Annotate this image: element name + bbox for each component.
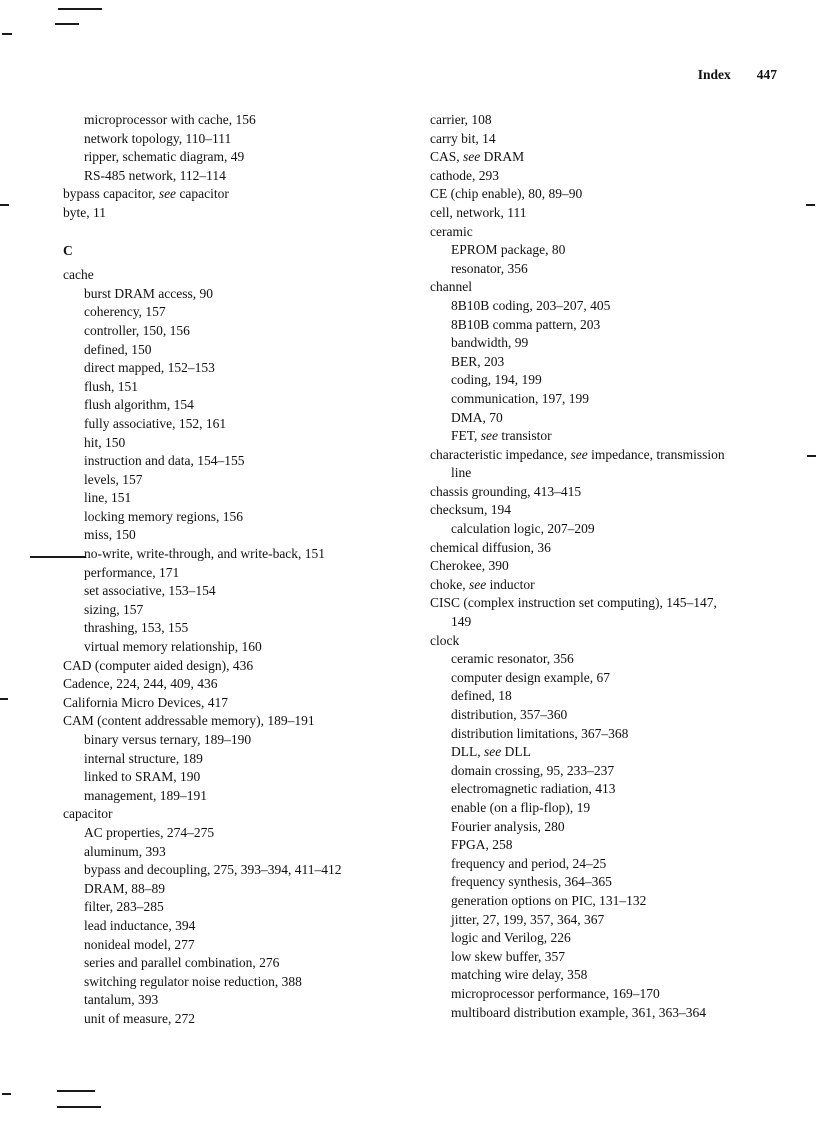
- scan-mark-left-1: [2, 33, 12, 35]
- index-entry: [63, 303, 425, 322]
- entry-text: burst DRAM access, 90: [84, 285, 213, 301]
- index-entry: [63, 1010, 425, 1029]
- index-entry: [63, 415, 425, 434]
- entry-text: controller, 150, 156: [84, 322, 190, 338]
- index-entry: [430, 743, 792, 762]
- entry-text: CE (chip enable), 80, 89–90: [430, 186, 583, 202]
- index-entry: [63, 917, 425, 936]
- entry-text: coherency, 157: [84, 304, 166, 320]
- entry-text: inductor: [486, 576, 535, 592]
- index-entry: [430, 371, 792, 390]
- index-entry: [63, 657, 425, 676]
- entry-text: internal structure, 189: [84, 750, 203, 766]
- running-header: [698, 67, 777, 83]
- index-entry: [63, 204, 425, 223]
- index-entry: [63, 843, 425, 862]
- see-reference: see: [484, 744, 502, 760]
- entry-text: frequency synthesis, 364–365: [451, 874, 612, 890]
- entry-text: network topology, 110–111: [84, 130, 232, 146]
- index-entry: [63, 378, 425, 397]
- entry-text: frequency and period, 24–25: [451, 855, 607, 871]
- index-entry: [430, 130, 792, 149]
- entry-text: CAD (computer aided design), 436: [63, 657, 254, 673]
- index-entry: [63, 936, 425, 955]
- index-entry: [430, 334, 792, 353]
- entry-text: performance, 171: [84, 564, 180, 580]
- index-entry: [63, 266, 425, 285]
- entry-text: generation options on PIC, 131–132: [451, 892, 647, 908]
- entry-text: levels, 157: [84, 471, 143, 487]
- entry-text: DRAM: [480, 149, 525, 165]
- entry-text: microprocessor with cache, 156: [84, 112, 256, 127]
- entry-text: virtual memory relationship, 160: [84, 639, 262, 655]
- index-entry: [430, 780, 792, 799]
- index-entry: [63, 185, 425, 204]
- index-entry: [63, 954, 425, 973]
- page-number: 447: [756, 67, 777, 82]
- index-entry: [430, 501, 792, 520]
- see-reference: see: [463, 149, 481, 165]
- entry-text: bypass and decoupling, 275, 393–394, 411–412: [84, 862, 342, 878]
- scan-mark-right-1: [806, 204, 815, 206]
- index-entry: [430, 706, 792, 725]
- entry-text: fully associative, 152, 161: [84, 415, 227, 431]
- index-entry: [63, 526, 425, 545]
- index-entry: [430, 520, 792, 539]
- entry-text: management, 189–191: [84, 787, 207, 803]
- index-entry: [63, 601, 425, 620]
- entry-text: cache: [63, 267, 94, 283]
- entry-text: 8B10B coding, 203–207, 405: [451, 297, 611, 313]
- entry-text: DRAM, 88–89: [84, 880, 166, 896]
- entry-text: cathode, 293: [430, 167, 499, 183]
- index-entry: [430, 1004, 792, 1023]
- index-entry: [430, 650, 792, 669]
- entry-text: enable (on a flip-flop), 19: [451, 799, 591, 815]
- entry-text: line, 151: [84, 490, 132, 506]
- index-entry: [63, 619, 425, 638]
- entry-text: direct mapped, 152–153: [84, 360, 215, 376]
- index-entry: [430, 687, 792, 706]
- entry-text: C: [63, 242, 73, 258]
- entry-text: linked to SRAM, 190: [84, 769, 201, 785]
- entry-text: computer design example, 67: [451, 669, 610, 685]
- index-entry: [430, 873, 792, 892]
- index-entry: [63, 130, 425, 149]
- entry-text: ripper, schematic diagram, 49: [84, 149, 245, 165]
- entry-text: set associative, 153–154: [84, 583, 216, 599]
- scan-mark-top-1: [58, 8, 102, 10]
- entry-text: binary versus ternary, 189–190: [84, 732, 252, 747]
- entry-text: carry bit, 14: [430, 130, 496, 146]
- entry-text: defined, 150: [84, 341, 152, 357]
- index-entry: [63, 880, 425, 899]
- header-title: Index: [697, 67, 731, 82]
- index-entry: [430, 725, 792, 744]
- entry-text: CISC (complex instruction set computing), 145–147,: [430, 595, 717, 611]
- entry-text: cell, network, 111: [430, 204, 527, 220]
- entry-text: DLL,: [451, 744, 484, 760]
- index-entry: [430, 241, 792, 260]
- index-entry: [63, 638, 425, 657]
- index-entry: [63, 396, 425, 415]
- entry-text: transistor: [498, 428, 552, 444]
- entry-text: nonideal model, 277: [84, 936, 195, 952]
- index-entry: [430, 632, 792, 651]
- scan-mark-left-3: [0, 698, 8, 700]
- entry-text: byte, 11: [63, 204, 106, 220]
- index-entry: [430, 669, 792, 688]
- entry-text: bandwidth, 99: [451, 335, 529, 351]
- entry-text: AC properties, 274–275: [84, 824, 215, 840]
- entry-text: chassis grounding, 413–415: [430, 483, 582, 499]
- index-entry: [430, 260, 792, 279]
- entry-text: filter, 283–285: [84, 899, 164, 915]
- entry-text: RS-485 network, 112–114: [84, 167, 226, 183]
- index-entry: [430, 297, 792, 316]
- entry-text: ceramic resonator, 356: [451, 651, 574, 667]
- index-entry: [430, 818, 792, 837]
- index-entry: [63, 991, 425, 1010]
- entry-text: DLL: [501, 744, 531, 760]
- scan-mark-left-4: [2, 1093, 11, 1095]
- index-section-heading: [63, 242, 425, 261]
- entry-text: sizing, 157: [84, 601, 144, 617]
- index-entry: [63, 322, 425, 341]
- index-entry: [430, 911, 792, 930]
- entry-text: EPROM package, 80: [451, 242, 566, 258]
- entry-text: jitter, 27, 199, 357, 364, 367: [451, 911, 605, 927]
- index-entry: [430, 929, 792, 948]
- entry-text: unit of measure, 272: [84, 1010, 195, 1026]
- entry-text: thrashing, 153, 155: [84, 620, 189, 636]
- entry-text: defined, 18: [451, 688, 512, 704]
- index-entry: [430, 966, 792, 985]
- entry-text: capacitor: [176, 186, 229, 202]
- index-entry: [430, 576, 792, 595]
- scan-mark-right-2: [807, 455, 816, 457]
- entry-text: ceramic: [430, 223, 473, 239]
- index-entry: [430, 483, 792, 502]
- entry-text: carrier, 108: [430, 112, 492, 127]
- entry-text: choke,: [430, 576, 469, 592]
- index-entry: [430, 446, 792, 465]
- index-entry: [63, 861, 425, 880]
- entry-text: chemical diffusion, 36: [430, 539, 551, 555]
- entry-text: microprocessor performance, 169–170: [451, 985, 660, 1001]
- index-entry: [63, 148, 425, 167]
- see-reference: see: [158, 186, 177, 202]
- index-entry: [63, 489, 425, 508]
- scan-mark-bottom-1: [57, 1090, 95, 1092]
- entry-text: CAS,: [430, 149, 464, 165]
- entry-text: bypass capacitor,: [63, 186, 159, 202]
- index-entry: [63, 675, 425, 694]
- index-entry: [430, 464, 792, 483]
- entry-text: Fourier analysis, 280: [451, 818, 565, 834]
- entry-text: lead inductance, 394: [84, 917, 196, 933]
- entry-text: domain crossing, 95, 233–237: [451, 762, 615, 778]
- index-entry: [430, 836, 792, 855]
- entry-text: checksum, 194: [430, 502, 511, 518]
- index-entry: [63, 508, 425, 527]
- index-entry: [430, 613, 792, 632]
- entry-text: FPGA, 258: [451, 837, 513, 853]
- entry-text: capacitor: [63, 806, 113, 822]
- see-reference: see: [570, 446, 588, 462]
- entry-text: CAM (content addressable memory), 189–191: [63, 713, 315, 729]
- index-entry: [430, 855, 792, 874]
- entry-text: flush, 151: [84, 378, 138, 394]
- see-reference: see: [480, 428, 498, 444]
- entry-text: 8B10B comma pattern, 203: [451, 316, 601, 332]
- entry-text: calculation logic, 207–209: [451, 521, 595, 537]
- index-entry: [430, 185, 792, 204]
- index-entry: [430, 762, 792, 781]
- index-entry: [63, 111, 425, 130]
- index-entry: [63, 359, 425, 378]
- entry-text: miss, 150: [84, 527, 136, 543]
- index-entry: [430, 799, 792, 818]
- index-entry: [63, 805, 425, 824]
- index-entry: [430, 892, 792, 911]
- entry-text: line: [451, 465, 472, 481]
- entry-text: tantalum, 393: [84, 992, 159, 1008]
- entry-text: flush algorithm, 154: [84, 397, 194, 413]
- index-entry: [430, 167, 792, 186]
- entry-text: no-write, write-through, and write-back, 151: [84, 546, 326, 562]
- scan-mark-top-2: [55, 23, 79, 25]
- entry-text: multiboard distribution example, 361, 363–364: [451, 1004, 706, 1020]
- index-entry: [63, 787, 425, 806]
- index-entry: [63, 167, 425, 186]
- index-entry: [63, 471, 425, 490]
- index-entry: [63, 768, 425, 787]
- entry-text: impedance, transmission: [587, 446, 725, 462]
- index-column-left: [63, 111, 425, 1029]
- index-entry: [430, 390, 792, 409]
- entry-text: clock: [430, 632, 460, 648]
- index-entry: [430, 539, 792, 558]
- index-entry: [430, 409, 792, 428]
- index-entry: [430, 557, 792, 576]
- entry-text: 149: [451, 614, 472, 630]
- entry-text: low skew buffer, 357: [451, 948, 565, 964]
- entry-text: channel: [430, 279, 472, 295]
- entry-text: series and parallel combination, 276: [84, 955, 280, 971]
- see-reference: see: [468, 576, 487, 592]
- index-entry: [430, 353, 792, 372]
- index-entry: [430, 111, 792, 130]
- index-entry: [430, 148, 792, 167]
- index-entry: [430, 427, 792, 446]
- entry-text: California Micro Devices, 417: [63, 694, 228, 710]
- index-entry: [63, 434, 425, 453]
- index-entry: [430, 594, 792, 613]
- index-entry: [63, 750, 425, 769]
- index-entry: [430, 204, 792, 223]
- index-entry: [63, 694, 425, 713]
- entry-text: switching regulator noise reduction, 388: [84, 973, 302, 989]
- entry-text: characteristic impedance,: [430, 446, 571, 462]
- entry-text: locking memory regions, 156: [84, 508, 243, 524]
- index-entry: [63, 824, 425, 843]
- index-entry: [63, 898, 425, 917]
- entry-text: Cherokee, 390: [430, 558, 509, 574]
- index-entry: [63, 452, 425, 471]
- index-entry: [430, 316, 792, 335]
- entry-text: Cadence, 224, 244, 409, 436: [63, 676, 218, 692]
- index-entry: [430, 985, 792, 1004]
- entry-text: logic and Verilog, 226: [451, 930, 571, 946]
- entry-text: aluminum, 393: [84, 843, 166, 859]
- index-entry: [63, 973, 425, 992]
- index-entry: [430, 948, 792, 967]
- entry-text: distribution limitations, 367–368: [451, 725, 629, 741]
- entry-text: distribution, 357–360: [451, 707, 568, 722]
- entry-text: coding, 194, 199: [451, 372, 542, 388]
- index-entry: [63, 285, 425, 304]
- entry-text: matching wire delay, 358: [451, 967, 588, 983]
- index-entry: [63, 341, 425, 360]
- index-entry: [63, 545, 425, 564]
- entry-text: instruction and data, 154–155: [84, 453, 245, 469]
- index-entry: [63, 712, 425, 731]
- entry-text: resonator, 356: [451, 260, 528, 276]
- scan-mark-bottom-2: [57, 1106, 101, 1108]
- entry-text: hit, 150: [84, 434, 126, 450]
- index-column-right: [430, 111, 792, 1022]
- index-entry: [63, 731, 425, 750]
- entry-text: electromagnetic radiation, 413: [451, 781, 616, 797]
- entry-text: FET,: [451, 428, 481, 444]
- entry-text: DMA, 70: [451, 409, 503, 425]
- index-entry: [430, 223, 792, 242]
- index-entry: [430, 278, 792, 297]
- scan-mark-left-2: [0, 204, 9, 206]
- index-entry: [63, 582, 425, 601]
- index-entry: [63, 564, 425, 583]
- entry-text: communication, 197, 199: [451, 390, 589, 406]
- entry-text: BER, 203: [451, 353, 505, 369]
